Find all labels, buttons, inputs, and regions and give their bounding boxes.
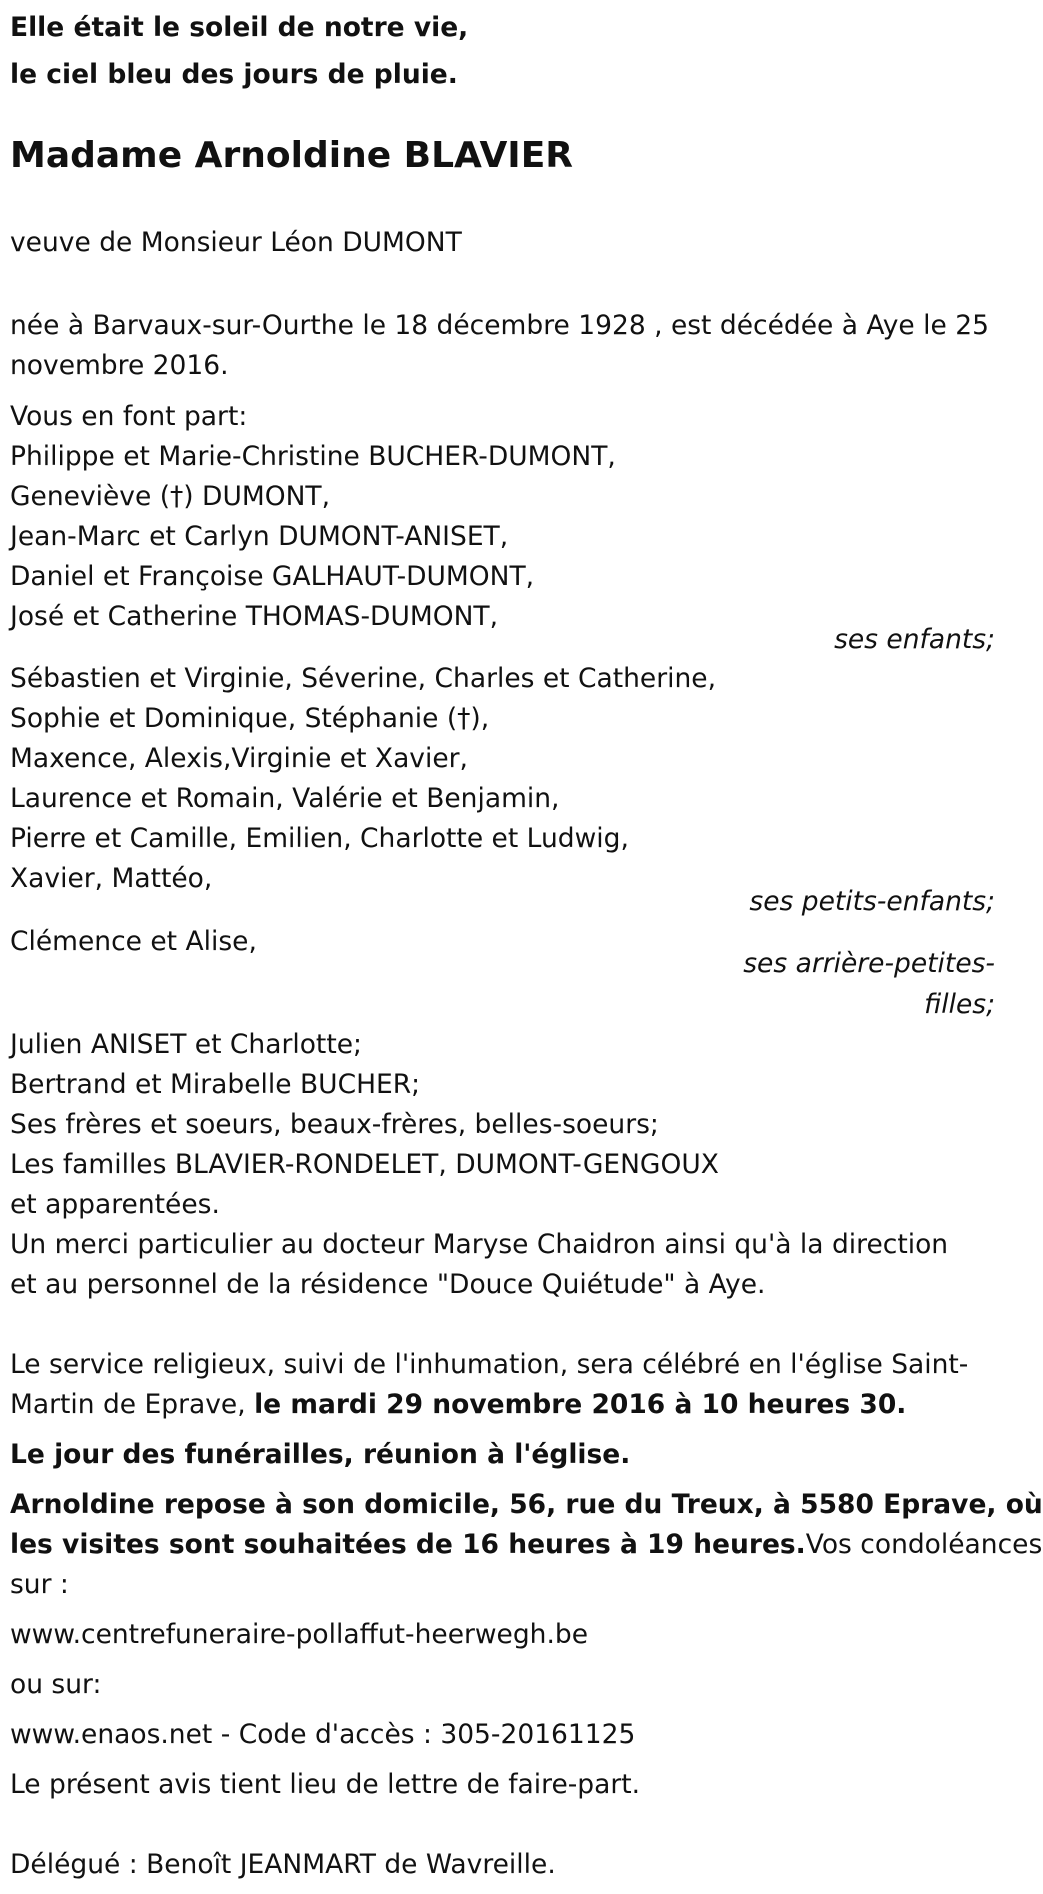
widow-of: veuve de Monsieur Léon DUMONT: [10, 227, 462, 258]
thanks-line-2: et au personnel de la résidence "Douce Quiétude" à Aye.: [10, 1269, 766, 1300]
birth-death-line-2: novembre 2016.: [10, 350, 229, 381]
grandchild-item: Maxence, Alexis,Virginie et Xavier,: [10, 743, 468, 774]
condolences-text: Vos condoléances: [805, 1529, 1043, 1560]
intro-line-1: Elle était le soleil de notre vie,: [10, 12, 469, 43]
child-item: Geneviève (†) DUMONT,: [10, 481, 331, 512]
relative-item: Ses frères et soeurs, beaux-frères, belles-soeurs;: [10, 1109, 659, 1140]
grandchild-item: Laurence et Romain, Valérie et Benjamin,: [10, 783, 560, 814]
website-link-2[interactable]: www.enaos.net - Code d'accès : 305-20161125: [10, 1719, 636, 1750]
birth-death-line-1: née à Barvaux-sur-Ourthe le 18 décembre 1928 , est décédée à Aye le 25: [10, 310, 989, 341]
thanks-line-1: Un merci particulier au docteur Maryse Chaidron ainsi qu'à la direction: [10, 1229, 949, 1260]
grandchild-item: Sébastien et Virginie, Séverine, Charles et Catherine,: [10, 663, 716, 694]
notice-text: Le présent avis tient lieu de lettre de faire-part.: [10, 1769, 641, 1800]
relative-item: et apparentées.: [10, 1189, 220, 1220]
child-item: José et Catherine THOMAS-DUMONT,: [10, 601, 498, 632]
grandchild-item: Sophie et Dominique, Stéphanie (†),: [10, 703, 490, 734]
service-date: le mardi 29 novembre 2016 à 10 heures 30.: [254, 1389, 907, 1420]
service-place: Martin de Eprave,: [10, 1389, 255, 1420]
relative-item: Les familles BLAVIER-RONDELET, DUMONT-GENGOUX: [10, 1149, 719, 1180]
website-link-1[interactable]: www.centrefuneraire-pollaffut-heerwegh.be: [10, 1619, 589, 1650]
service-line-2: [10, 1385, 906, 1425]
service-line-1: Le service religieux, suivi de l'inhumation, sera célébré en l'église Saint-: [10, 1349, 969, 1380]
relative-item: Julien ANISET et Charlotte;: [10, 1029, 362, 1060]
child-item: Philippe et Marie-Christine BUCHER-DUMONT,: [10, 441, 616, 472]
relative-item: Bertrand et Mirabelle BUCHER;: [10, 1069, 421, 1100]
child-item: Daniel et Françoise GALHAUT-DUMONT,: [10, 561, 535, 592]
children-label: ses enfants;: [834, 624, 995, 655]
visit-line-2: [10, 1525, 1042, 1565]
great-grandchildren: Clémence et Alise,: [10, 926, 257, 957]
or-on: ou sur:: [10, 1669, 102, 1700]
visit-line-3: sur :: [10, 1569, 69, 1600]
grandchildren-label: ses petits-enfants;: [749, 886, 995, 917]
grandchild-item: Xavier, Mattéo,: [10, 863, 213, 894]
great-grandchildren-label-line-1: ses arrière-petites-: [743, 948, 995, 979]
visit-hours: les visites sont souhaitées de 16 heures à 19 heures.: [10, 1529, 806, 1560]
deceased-name: Madame Arnoldine BLAVIER: [10, 135, 574, 176]
announce: Vous en font part:: [10, 401, 248, 432]
visit-line-1: Arnoldine repose à son domicile, 56, rue du Treux, à 5580 Eprave, où: [10, 1489, 1043, 1520]
delegate: Délégué : Benoît JEANMART de Wavreille.: [10, 1849, 556, 1880]
meeting-note: Le jour des funérailles, réunion à l'église.: [10, 1439, 631, 1470]
child-item: Jean-Marc et Carlyn DUMONT-ANISET,: [10, 521, 509, 552]
grandchild-item: Pierre et Camille, Emilien, Charlotte et Ludwig,: [10, 823, 629, 854]
great-grandchildren-label-line-2: filles;: [924, 989, 995, 1020]
intro-line-2: le ciel bleu des jours de pluie.: [10, 59, 458, 90]
